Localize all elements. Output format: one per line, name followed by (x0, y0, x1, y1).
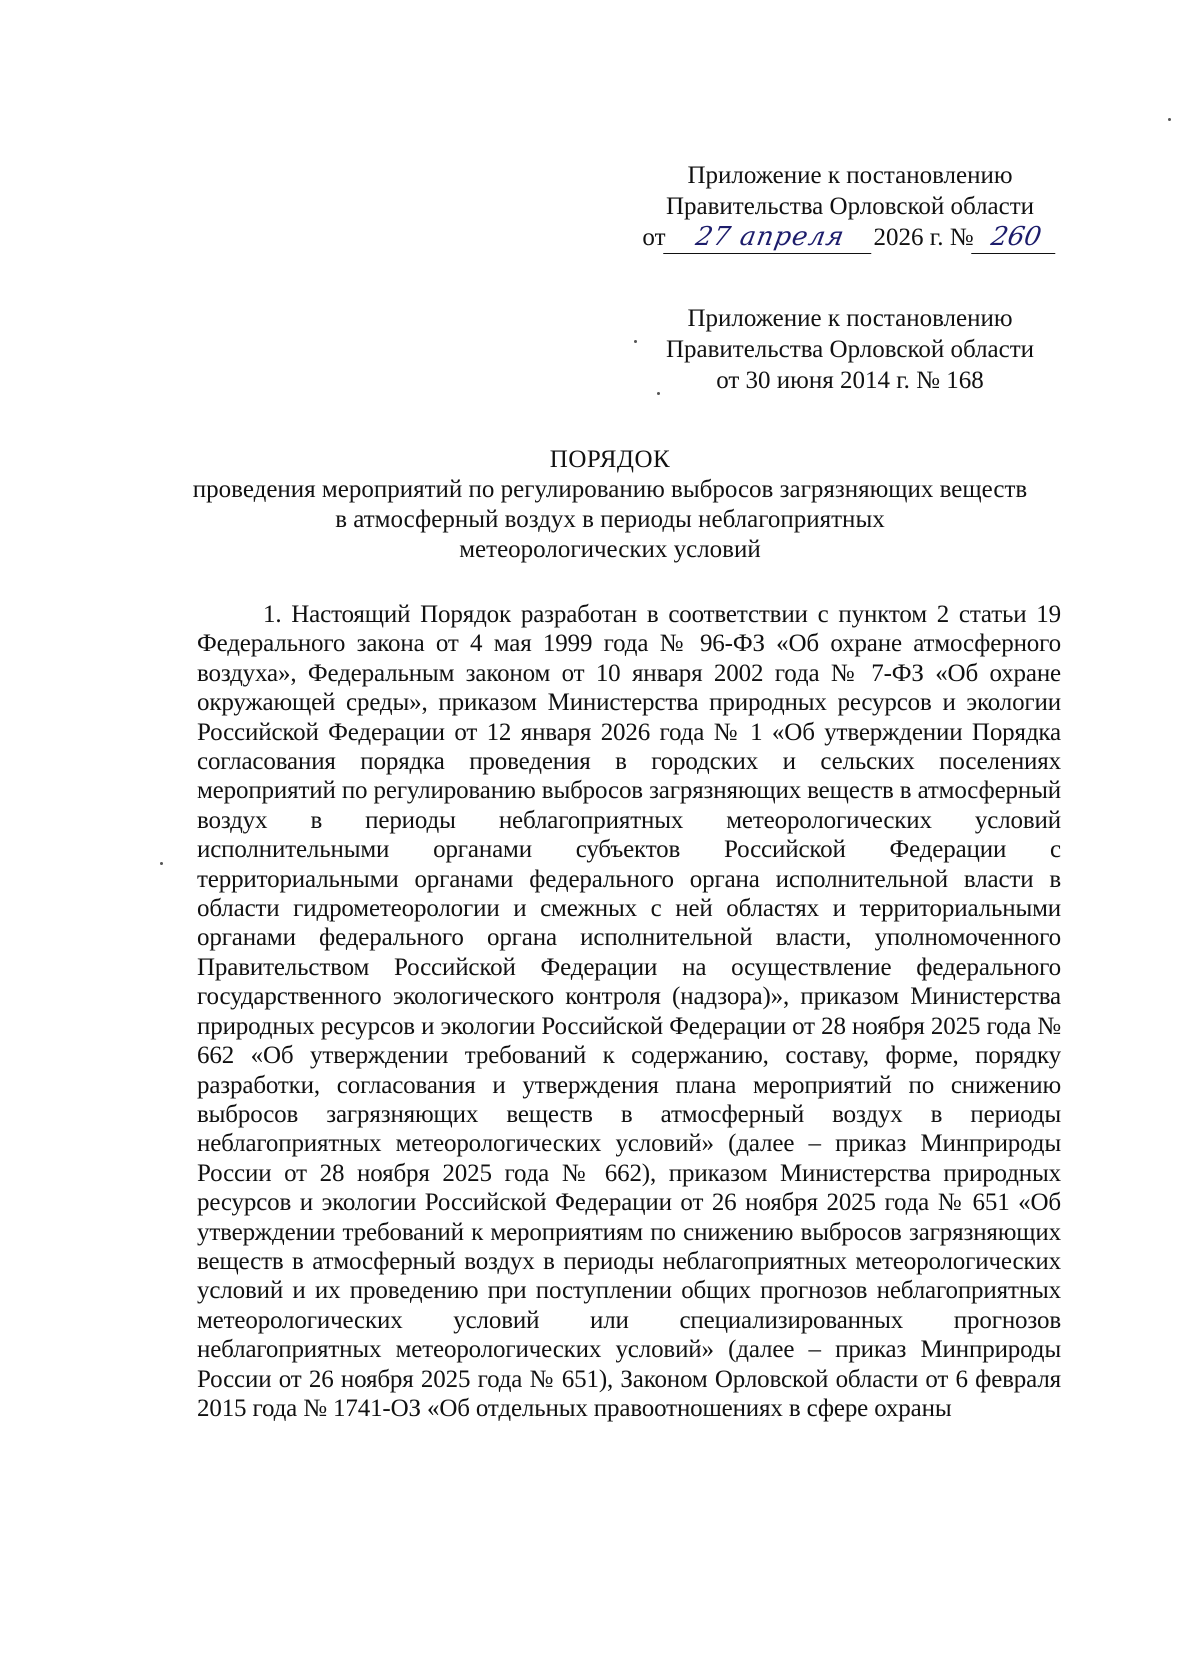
header-new-date-line (600, 222, 1100, 254)
date-prefix: от (642, 224, 666, 251)
title-sub-line1: проведения мероприятий по регулированию выбросов загрязняющих веществ (192, 476, 1028, 503)
scan-speck (160, 862, 163, 865)
title-sub-line2: в атмосферный воздух в периоды неблагоприятных (335, 506, 885, 533)
header-old-line3: от 30 июня 2014 г. № 168 (716, 367, 984, 394)
scan-speck (657, 392, 660, 395)
handwritten-date: 27 апреля (663, 222, 877, 254)
title-sub-line3: метеорологических условий (459, 536, 761, 563)
document-body (197, 600, 1061, 1423)
date-year-number-label: 2026 г. № (873, 224, 974, 251)
header-new-line2: Правительства Орловской области (665, 193, 1035, 220)
appendix-header-old (600, 303, 1100, 396)
appendix-header-new (600, 160, 1100, 254)
title-main: ПОРЯДОК (549, 446, 671, 473)
scan-speck (1168, 118, 1171, 121)
handwritten-number: 260 (971, 222, 1061, 254)
header-new-line1: Приложение к постановлению (687, 162, 1013, 189)
header-old-line2: Правительства Орловской области (665, 336, 1035, 363)
paragraph-1: 1. Настоящий Порядок разработан в соответствии с пунктом 2 статьи 19 Федерального закона от 4 мая 1999 года № 96-ФЗ «Об охране атмосферного воздуха», Федеральным законом от 10 января 2002 года № 7-ФЗ «Об охране окружающей среды», приказом Министерства природных ресурсов и экологии Российской Федерации от 12 января 2026 года № 1 «Об утверждении Порядка согласования порядка проведения в городских и сельских поселениях мероприятий по регулированию выбросов загрязняющих веществ в атмосферный воздух в периоды неблагоприятных метеорологических условий исполнительными органами субъектов Российской Федерации с территориальными органами федерального органа исполнительной власти в области гидрометеорологии и смежных с ней областях и территориальными органами федерального органа исполнительной власти, уполномоченного Правительством Российской Федерации на осуществление федерального государственного экологического контроля (надзора)», приказом Министерства природных ресурсов и экологии Российской Федерации от 28 ноября 2025 года № 662 «Об утверждении требований к содержанию, составу, форме, порядку разработки, согласования и утверждения плана мероприятий по снижению выбросов загрязняющих веществ в атмосферный воздух в периоды неблагоприятных метеорологических условий» (далее – приказ Минприроды России от 28 ноября 2025 года № 662), приказом Министерства природных ресурсов и экологии Российской Федерации от 26 ноября 2025 года № 651 «Об утверждении требований к мероприятиям по снижению выбросов загрязняющих веществ в атмосферный воздух в периоды неблагоприятных метеорологических условий и их проведению при поступлении общих прогнозов неблагоприятных метеорологических условий или специализированных прогнозов неблагоприятных метеорологических условий» (далее – приказ Минприроды России от 26 ноября 2025 года № 651), Законом Орловской области от 6 февраля 2015 года № 1741-ОЗ «Об отдельных правоотношениях в сфере охраны (197, 601, 1061, 1422)
scan-speck (634, 340, 637, 343)
document-title (150, 445, 1070, 565)
header-old-line1: Приложение к постановлению (687, 305, 1013, 332)
